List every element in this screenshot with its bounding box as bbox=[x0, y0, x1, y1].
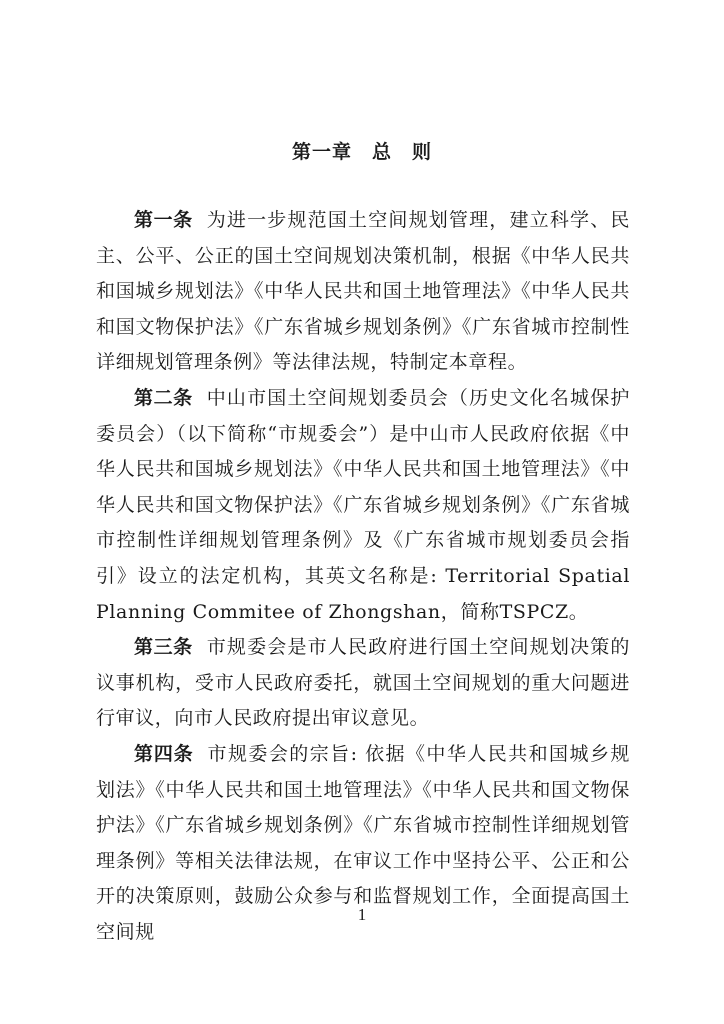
article-text: 中山市国土空间规划委员会（历史文化名城保护委员会）（以下简称“市规委会”）是中山市人民政府依据《中华人民共和国城乡规划法》《中华人民共和国土地管理法》《中华人民共和国文物保护法》《广东省城乡规划条例》《广东省城市控制性详细规划管理条例》及《广东省城市规划委员会指引》设立的法定机构，其英文名称是: Territorial Spatial Planning Commitee of Zhongshan，简称TSPCZ。 bbox=[96, 386, 630, 623]
article-2 bbox=[96, 381, 630, 630]
article-label: 第三条 bbox=[134, 636, 193, 659]
article-text: 市规委会是市人民政府进行国土空间规划决策的议事机构，受市人民政府委托，就国土空间规划的重大问题进行审议，向市人民政府提出审议意见。 bbox=[96, 636, 630, 730]
article-label: 第二条 bbox=[134, 386, 193, 409]
page-number: 1 bbox=[357, 905, 367, 924]
article-text: 市规委会的宗旨: 依据《中华人民共和国城乡规划法》《中华人民共和国土地管理法》《中华人民共和国文物保护法》《广东省城乡规划条例》《广东省城市控制性详细规划管理条例》等相关法律法规，在审议工作中坚持公平、公正和公开的决策原则，鼓励公众参与和监督规划工作，全面提高国土空间规 bbox=[96, 742, 630, 943]
chapter-title: 第一章 总 则 bbox=[291, 141, 432, 163]
article-label: 第四条 bbox=[134, 742, 194, 765]
article-text: 为进一步规范国土空间规划管理，建立科学、民主、公平、公正的国土空间规划决策机制，根据《中华人民共和国城乡规划法》《中华人民共和国土地管理法》《中华人民共和国文物保护法》《广东省城乡规划条例》《广东省城市控制性详细规划管理条例》等法律法规，特制定本章程。 bbox=[96, 209, 630, 374]
article-label: 第一条 bbox=[134, 209, 193, 231]
document-body bbox=[96, 203, 630, 950]
article-3 bbox=[96, 630, 630, 737]
article-1 bbox=[96, 203, 630, 381]
